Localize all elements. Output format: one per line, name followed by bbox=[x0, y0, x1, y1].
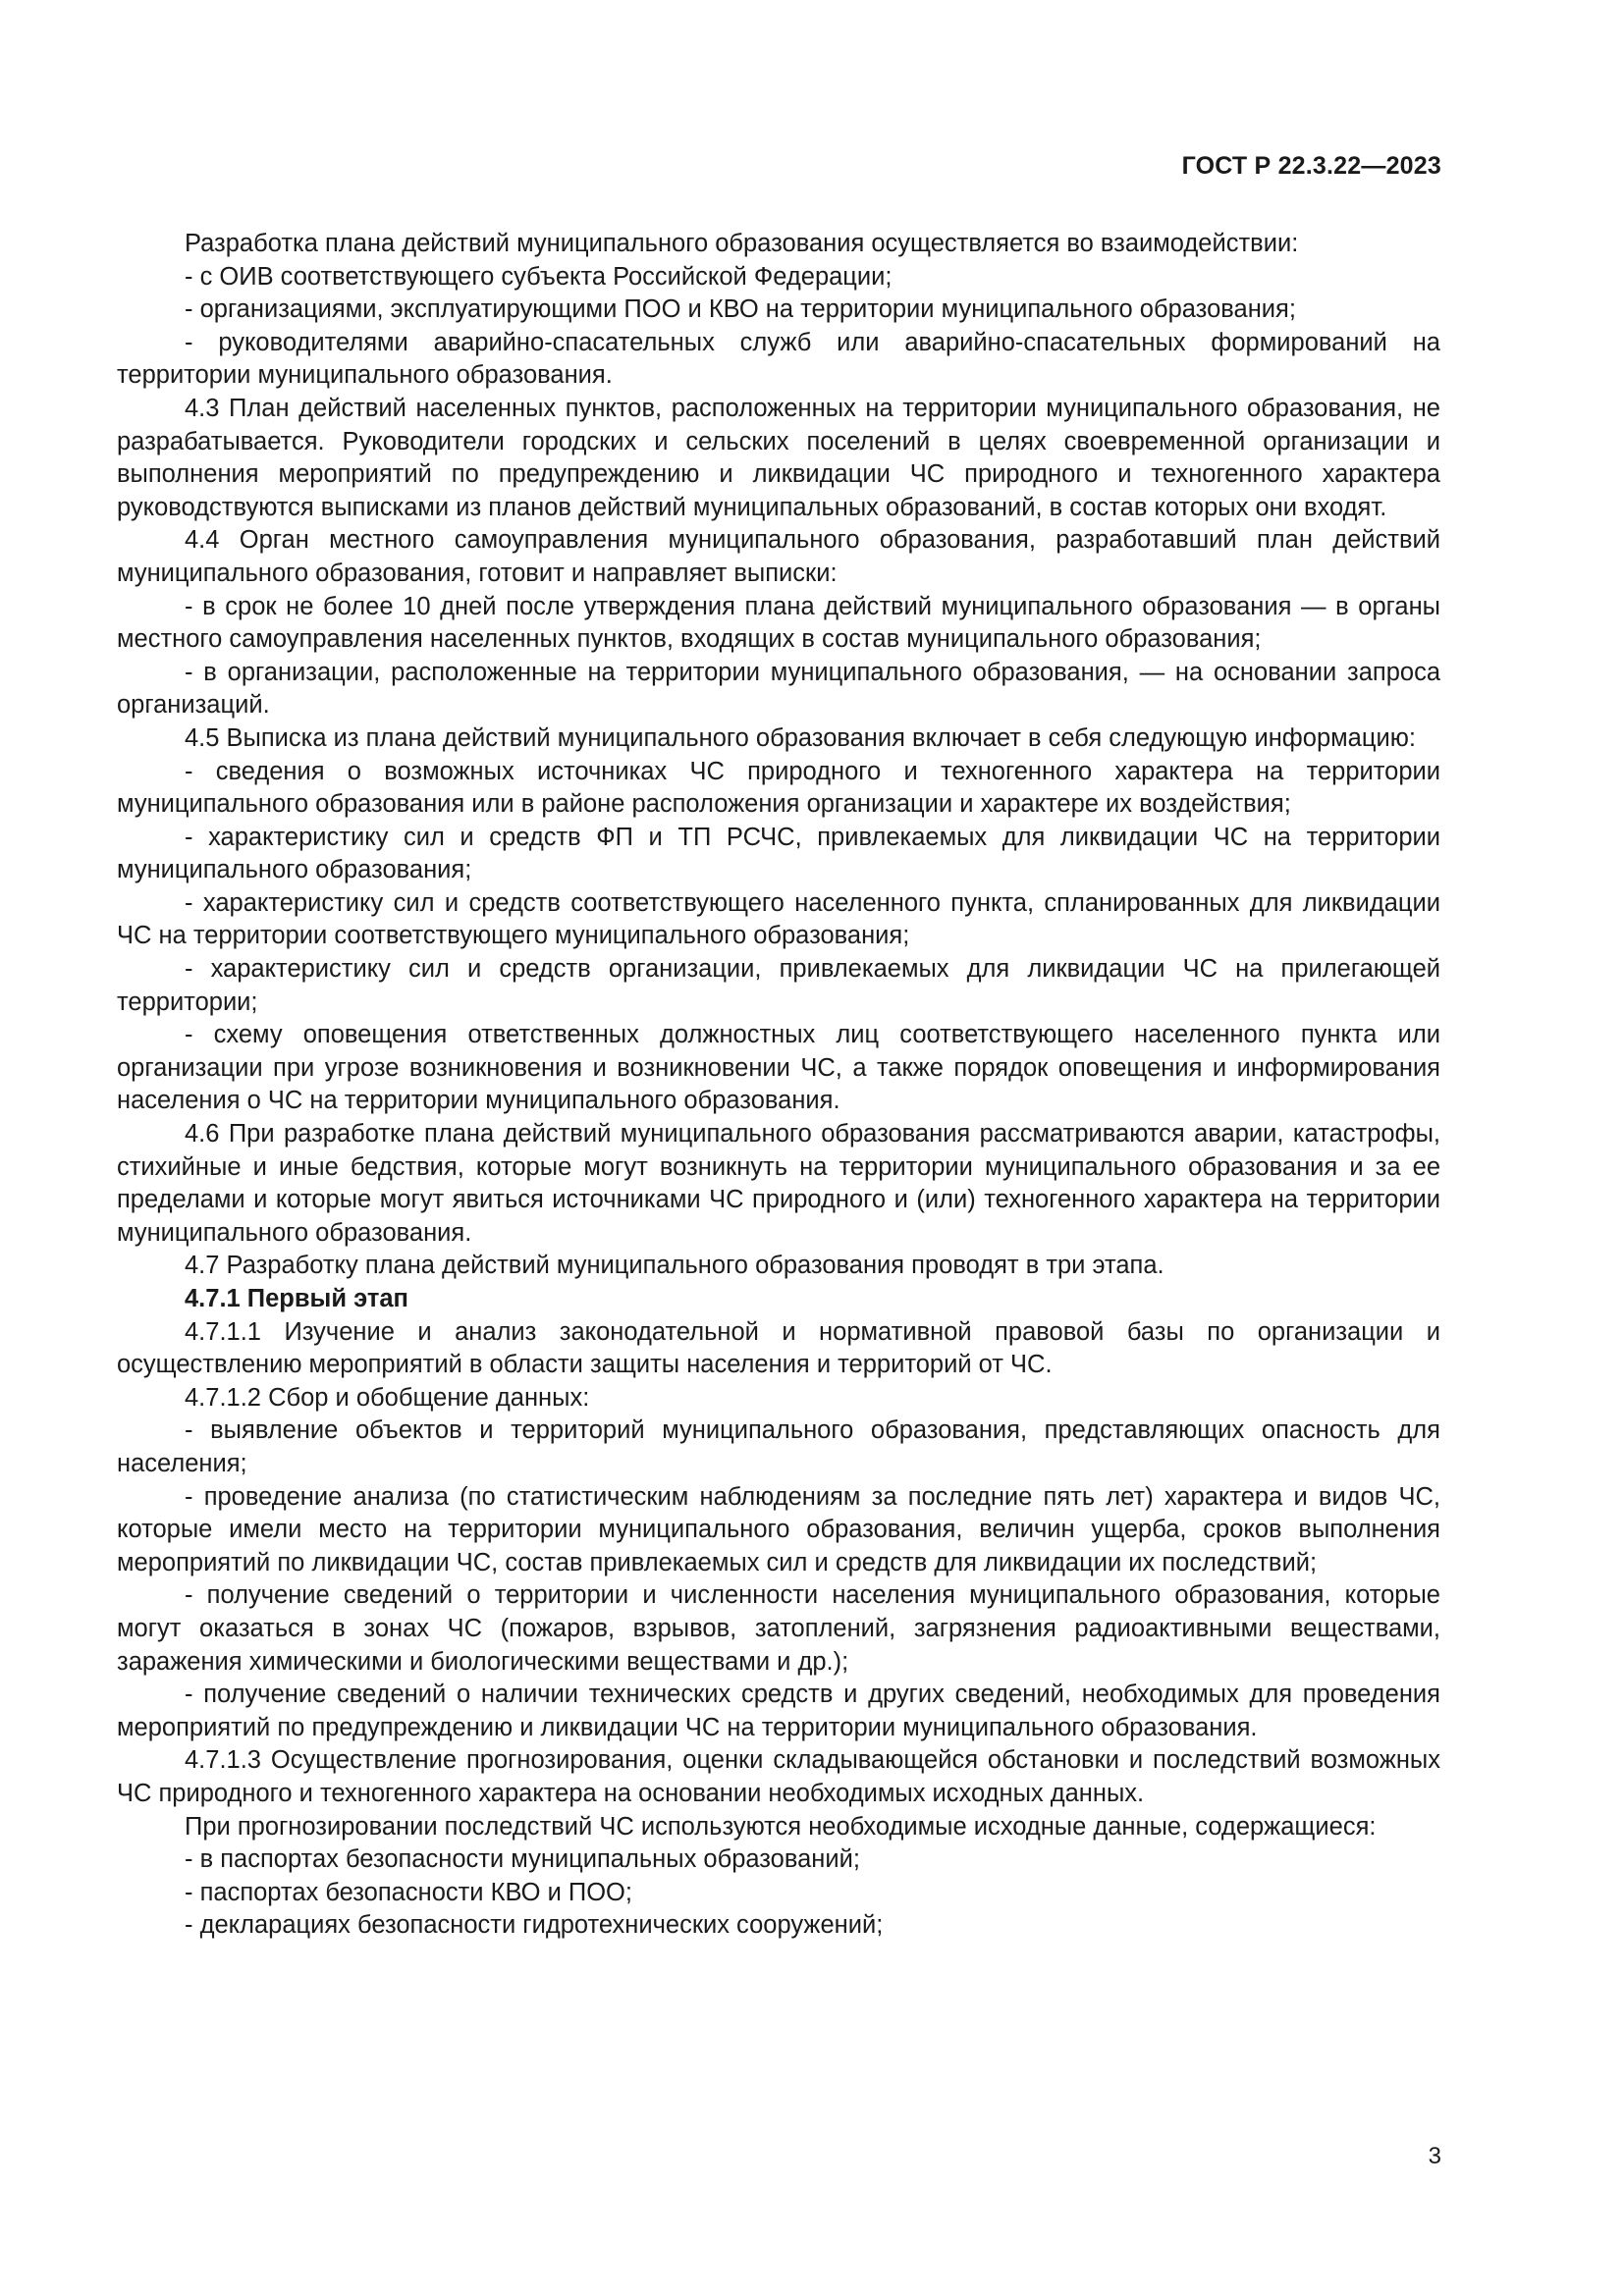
list-item: - характеристику сил и средств соответствующего населенного пункта, спланированных для ликвидации ЧС на территории соответствующего муниципального образования; bbox=[117, 888, 1440, 950]
page-number: 3 bbox=[1428, 2143, 1441, 2169]
list-item: - характеристику сил и средств организации, привлекаемых для ликвидации ЧС на прилегающей территории; bbox=[117, 955, 1440, 1016]
list-item: - характеристику сил и средств ФП и ТП РСЧС, привлекаемых для ликвидации ЧС на территории муниципального образования; bbox=[117, 823, 1440, 884]
document-body bbox=[117, 228, 1440, 1943]
list-item: - получение сведений о территории и численности населения муниципального образования, которые могут оказаться в зонах ЧС (пожаров, взрывов, затоплений, загрязнения радиоактивными веществами, заражения химическими и биологическими веществами и др.); bbox=[117, 1581, 1440, 1676]
list-item: - в организации, расположенные на территории муниципального образования, — на основании запроса организаций. bbox=[117, 658, 1440, 720]
paragraph: Разработка плана действий муниципального образования осуществляется во взаимодействии: bbox=[185, 230, 1299, 257]
list-item: - выявление объектов и территорий муниципального образования, представляющих опасность для населения; bbox=[117, 1416, 1440, 1477]
clause-4-7: 4.7 Разработку плана действий муниципального образования проводят в три этапа. bbox=[185, 1252, 1164, 1280]
clause-4-6: 4.6 При разработке плана действий муниципального образования рассматриваются аварии, катастрофы, стихийные и иные бедствия, которые могут возникнуть на территории муниципального образования и за ее пределами и которые могут явиться источниками ЧС природного и (или) техногенного характера на территории муниципального образования. bbox=[117, 1120, 1440, 1247]
clause-4-3: 4.3 План действий населенных пунктов, расположенных на территории муниципального образования, не разрабатывается. Руководители городских и сельских поселений в целях своевременной организации и выполнения мероприятий по предупреждению и ликвидации ЧС природного и техногенного характера руководствуются выписками из планов действий муниципальных образований, в состав которых они входят. bbox=[117, 394, 1440, 521]
list-item: - декларациях безопасности гидротехнических сооружений; bbox=[185, 1911, 884, 1940]
list-item: - схему оповещения ответственных должностных лиц соответствующего населенного пункта или организации при угрозе возникновения и возникновении ЧС, а также порядок оповещения и информирования населения о ЧС на территории муниципального образования. bbox=[117, 1021, 1440, 1115]
list-item: - получение сведений о наличии технических средств и других сведений, необходимых для проведения мероприятий по предупреждению и ликвидации ЧС на территории муниципального образования. bbox=[117, 1681, 1440, 1741]
paragraph: При прогнозировании последствий ЧС используются необходимые исходные данные, содержащиеся: bbox=[185, 1812, 1377, 1841]
document-code: ГОСТ Р 22.3.22—2023 bbox=[1181, 152, 1441, 180]
list-item: - с ОИВ соответствующего субъекта Российской Федерации; bbox=[185, 262, 893, 291]
section-heading: 4.7.1 Первый этап bbox=[185, 1285, 408, 1312]
list-item: - в срок не более 10 дней после утверждения плана действий муниципального образования — в органы местного самоуправления населенных пунктов, входящих в состав муниципального образования; bbox=[117, 592, 1440, 654]
clause-4-7-1-1: 4.7.1.1 Изучение и анализ законодательной и нормативной правовой базы по организации и осуществлению мероприятий в области защиты населения и территорий от ЧС. bbox=[117, 1317, 1440, 1379]
clause-4-7-1-2: 4.7.1.2 Сбор и обобщение данных: bbox=[185, 1383, 590, 1412]
list-item: - организациями, эксплуатирующими ПОО и КВО на территории муниципального образования; bbox=[185, 295, 1296, 324]
list-item: - проведение анализа (по статистическим наблюдениям за последние пять лет) характера и видов ЧС, которые имели место на территории муниципального образования, величин ущерба, сроков выполнения мероприятий по ликвидации ЧС, состав привлекаемых сил и средств для ликвидации их последствий; bbox=[117, 1482, 1440, 1576]
list-item: - паспортах безопасности КВО и ПОО; bbox=[185, 1878, 632, 1906]
clause-4-5: 4.5 Выписка из плана действий муниципального образования включает в себя следующую информацию: bbox=[185, 723, 1416, 752]
list-item: - руководителями аварийно-спасательных служб или аварийно-спасательных формирований на территории муниципального образования. bbox=[117, 328, 1440, 390]
list-item: - сведения о возможных источниках ЧС природного и техногенного характера на территории муниципального образования или в районе расположения организации и характере их воздействия; bbox=[117, 757, 1440, 819]
list-item: - в паспортах безопасности муниципальных образований; bbox=[185, 1845, 860, 1874]
clause-4-4: 4.4 Орган местного самоуправления муниципального образования, разработавший план действий муниципального образования, готовит и направляет выписки: bbox=[117, 526, 1440, 587]
clause-4-7-1-3: 4.7.1.3 Осуществление прогнозирования, оценки складывающейся обстановки и последствий возможных ЧС природного и техногенного характера на основании необходимых исходных данных. bbox=[117, 1746, 1440, 1807]
